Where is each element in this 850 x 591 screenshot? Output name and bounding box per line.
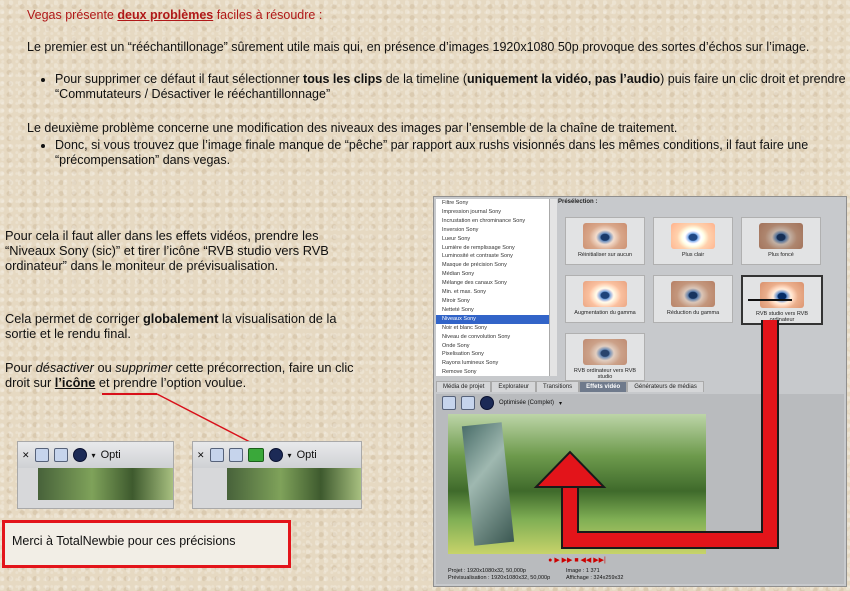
paragraph-2: Le deuxième problème concerne une modification des niveaux des images par l’ensemble de la chaîne de traitement. [27, 121, 678, 135]
bullet-1: • Pour supprimer ce défaut il faut sélectionner tous les clips de la timeline (uniquement la vidéo, pas l’audio) puis faire un clic droit et prendre “Commutateurs / Désactiver le rééchantillonnage” [55, 72, 850, 102]
thanks-text: Merci à TotalNewbie pour ces précisions [12, 534, 236, 548]
dropdown-arrow-icon[interactable]: ▾ [559, 400, 563, 407]
paragraph-1: Le premier est un “rééchantillonage” sûrement utile mais qui, en présence d’images 1920x1080 50p provoque des sortes d’échos sur l’image. [27, 40, 810, 54]
tab-explorer[interactable]: Explorateur [491, 381, 536, 392]
overlay-icon [73, 448, 87, 462]
bullet-2: • Donc, si vous trouvez que l’image finale manque de “pêche” par rapport aux rushs visionnés dans les mêmes conditions, il faut faire une “précompensation” dans vegas. [55, 138, 850, 168]
list-item[interactable]: Lumière de remplissage Sony [442, 244, 515, 251]
tab-video-fx[interactable]: Effets vidéo [579, 381, 627, 392]
preset-studio-to-computer[interactable]: RVB studio vers RVB ordinateur [741, 275, 823, 325]
preset-gamma-up[interactable]: Augmentation du gamma [565, 275, 645, 323]
levels-fx-icon[interactable] [248, 448, 264, 462]
list-item[interactable]: Médian Sony [442, 271, 475, 278]
tab-media-generators[interactable]: Générateurs de médias [627, 381, 704, 392]
eye-thumbnail [759, 223, 803, 249]
eye-thumbnail [671, 223, 715, 249]
preset-gamma-down[interactable]: Réduction du gamma [653, 275, 733, 323]
list-item[interactable]: Mélange des canaux Sony [442, 280, 507, 287]
drag-arrow [430, 290, 810, 590]
list-item[interactable]: Masque de précision Sony [442, 262, 507, 269]
list-item[interactable]: Netteté Sony [442, 306, 474, 313]
preset-lighter[interactable]: Plus clair [653, 217, 733, 265]
list-item[interactable]: Onde Sony [442, 342, 470, 349]
left-paragraph-2: Cela permet de corriger globalement la visualisation de la sortie et le rendu final. [5, 311, 337, 341]
status-left: Projet : 1920x1080x32, 50,000p Prévisualisation : 1920x1080x32, 50,000p [448, 568, 551, 581]
overlay-icon [269, 448, 283, 462]
optim-label: Opti [296, 449, 317, 461]
thumbnail-image [227, 468, 361, 500]
bullet-list-1 [27, 72, 850, 102]
transport-controls[interactable]: ● ▶ ▶▶ ■ ◀◀ ▶▶| [548, 557, 606, 564]
monitor-icon [35, 448, 49, 462]
list-item[interactable]: Luminosité et contraste Sony [442, 253, 513, 260]
copy-icon [54, 448, 68, 462]
page-title [27, 8, 322, 23]
optim-label: Opti [100, 449, 121, 461]
list-item[interactable]: Remove Sony [442, 369, 477, 376]
list-item[interactable]: Rayons lumineux Sony [442, 360, 499, 367]
list-item[interactable]: Inversion Sony [442, 226, 479, 233]
status-right: Image : 1 371 Affichage : 324x259x32 [566, 568, 624, 581]
preselection-label: Présélection : [558, 199, 598, 205]
bullet-list-2 [27, 138, 850, 168]
eye-thumbnail [583, 223, 627, 249]
dropdown-arrow-icon: ▾ [287, 450, 292, 460]
preview-quality-dropdown[interactable]: Optimisée (Complet) [499, 400, 555, 406]
list-item[interactable]: Niveau de convolution Sony [442, 333, 511, 340]
copy-icon [229, 448, 243, 462]
list-item[interactable]: Miroir Sony [442, 297, 470, 304]
list-item[interactable]: Lueur Sony [442, 235, 471, 242]
tab-transitions[interactable]: Transitions [536, 381, 579, 392]
preset-darker[interactable]: Plus foncé [741, 217, 821, 265]
list-item-selected[interactable]: Niveaux Sony [436, 315, 549, 324]
tab-project-media[interactable]: Média de projet [436, 381, 491, 392]
title-suffix: faciles à résoudre : [213, 8, 323, 22]
thumbnail-image [38, 468, 173, 500]
list-item[interactable]: Pixelisation Sony [442, 351, 484, 358]
toolbar-thumbnail-before [17, 441, 174, 509]
dropdown-arrow-icon: ▾ [91, 450, 96, 460]
list-item[interactable]: Min. et max. Sony [442, 289, 487, 296]
thanks-box [2, 520, 291, 568]
list-item[interactable]: Noir et blanc Sony [442, 324, 487, 331]
left-paragraph-1: Pour cela il faut aller dans les effets vidéos, prendre les “Niveaux Sony (sic)” et tirer l’icône “RVB studio vers RVB ordinateur” dans le moniteur de prévisualisation. [5, 228, 329, 273]
list-item[interactable]: Filtre Sony [442, 200, 469, 206]
list-item[interactable]: Impression journal Sony [442, 208, 502, 215]
close-icon: ✕ [22, 449, 30, 460]
preset-reset[interactable]: Réinitialiser sur aucun [565, 217, 645, 265]
title-bold: deux problèmes [117, 8, 214, 22]
list-item[interactable]: Incrustation en chrominance Sony [442, 217, 526, 224]
close-icon: ✕ [197, 449, 205, 460]
toolbar-thumbnail-after [192, 441, 362, 509]
left-paragraph-3: Pour désactiver ou supprimer cette précorrection, faire un clic droit sur l’icône et prendre l’option voulue. [5, 360, 354, 390]
title-prefix: Vegas présente [27, 8, 118, 22]
preset-computer-to-studio[interactable]: RVB ordinateur vers RVB studio [565, 333, 645, 381]
monitor-icon [210, 448, 224, 462]
